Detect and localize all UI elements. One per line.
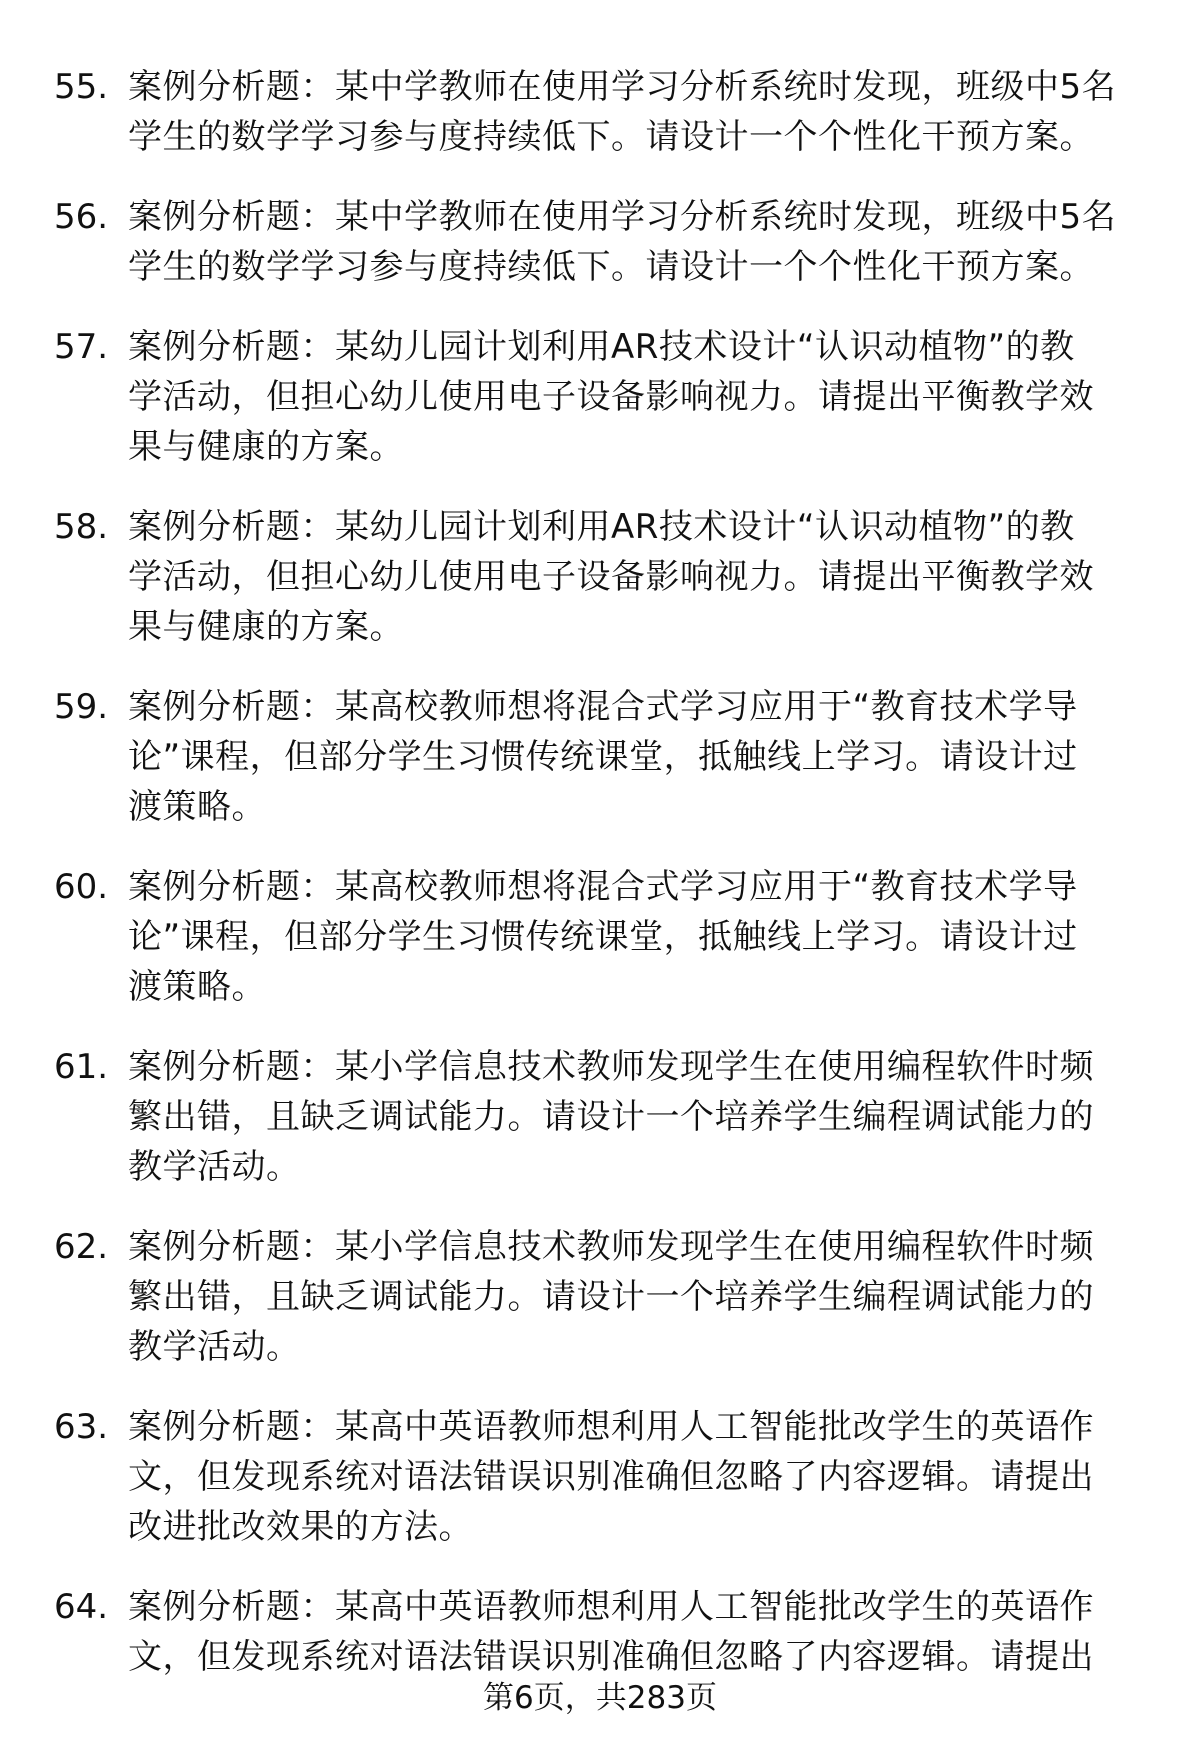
question-text-line: 文，但发现系统对语法错误识别准确但忽略了内容逻辑。请提出: [128, 1637, 1094, 1677]
question-text: [128, 62, 1168, 162]
question-number: 61.: [54, 1047, 109, 1087]
question-text-line: 案例分析题：某高校教师想将混合式学习应用于“教育技术学导: [128, 687, 1078, 727]
question-item: [0, 502, 1200, 652]
question-text-line: 学生的数学学习参与度持续低下。请设计一个个性化干预方案。: [128, 247, 1094, 287]
question-text-line: 教学活动。: [128, 1147, 301, 1187]
question-number: 64.: [54, 1587, 109, 1627]
question-item: [0, 322, 1200, 472]
question-text-line: 学活动，但担心幼儿使用电子设备影响视力。请提出平衡教学效: [128, 557, 1094, 597]
question-item: [0, 862, 1200, 1012]
question-text-line: 改进批改效果的方法。: [128, 1507, 473, 1547]
question-item: [0, 1582, 1200, 1682]
question-text-line: 论”课程，但部分学生习惯传统课堂，抵触线上学习。请设计过: [128, 917, 1078, 957]
question-item: [0, 682, 1200, 832]
question-item: [0, 1042, 1200, 1192]
question-text-line: 案例分析题：某小学信息技术教师发现学生在使用编程软件时频: [128, 1227, 1094, 1267]
question-text-line: 渡策略。: [128, 967, 266, 1007]
page-footer: 第6页，共283页: [483, 1680, 717, 1716]
question-text-line: 案例分析题：某高中英语教师想利用人工智能批改学生的英语作: [128, 1587, 1094, 1627]
question-text-line: 教学活动。: [128, 1327, 301, 1367]
question-text-line: 果与健康的方案。: [128, 607, 404, 647]
question-item: [0, 1402, 1200, 1552]
question-text-line: 学生的数学学习参与度持续低下。请设计一个个性化干预方案。: [128, 117, 1094, 157]
question-text: [128, 192, 1168, 292]
question-text: [128, 682, 1168, 832]
question-number: 62.: [54, 1227, 109, 1267]
question-text-line: 案例分析题：某高校教师想将混合式学习应用于“教育技术学导: [128, 867, 1078, 907]
question-text-line: 案例分析题：某小学信息技术教师发现学生在使用编程软件时频: [128, 1047, 1094, 1087]
question-text-line: 繁出错，且缺乏调试能力。请设计一个培养学生编程调试能力的: [128, 1097, 1094, 1137]
question-text: [128, 1222, 1168, 1372]
question-text-line: 学活动，但担心幼儿使用电子设备影响视力。请提出平衡教学效: [128, 377, 1094, 417]
question-text-line: 案例分析题：某中学教师在使用学习分析系统时发现，班级中5名: [128, 67, 1117, 107]
question-number: 56.: [54, 197, 109, 237]
question-list: [0, 62, 1200, 1712]
question-number: 60.: [54, 867, 109, 907]
question-text-line: 案例分析题：某中学教师在使用学习分析系统时发现，班级中5名: [128, 197, 1117, 237]
question-number: 59.: [54, 687, 109, 727]
question-text-line: 论”课程，但部分学生习惯传统课堂，抵触线上学习。请设计过: [128, 737, 1078, 777]
question-text: [128, 322, 1168, 472]
question-item: [0, 192, 1200, 292]
question-item: [0, 62, 1200, 162]
question-text: [128, 1042, 1168, 1192]
question-text: [128, 1402, 1168, 1552]
question-text-line: 案例分析题：某幼儿园计划利用AR技术设计“认识动植物”的教: [128, 327, 1075, 367]
question-number: 55.: [54, 67, 109, 107]
question-text-line: 繁出错，且缺乏调试能力。请设计一个培养学生编程调试能力的: [128, 1277, 1094, 1317]
question-text-line: 案例分析题：某高中英语教师想利用人工智能批改学生的英语作: [128, 1407, 1094, 1447]
question-text: [128, 1582, 1168, 1682]
question-item: [0, 1222, 1200, 1372]
question-text: [128, 502, 1168, 652]
question-text-line: 案例分析题：某幼儿园计划利用AR技术设计“认识动植物”的教: [128, 507, 1075, 547]
question-number: 58.: [54, 507, 109, 547]
question-text-line: 果与健康的方案。: [128, 427, 404, 467]
question-text-line: 文，但发现系统对语法错误识别准确但忽略了内容逻辑。请提出: [128, 1457, 1094, 1497]
question-number: 63.: [54, 1407, 109, 1447]
question-text-line: 渡策略。: [128, 787, 266, 827]
question-text: [128, 862, 1168, 1012]
question-number: 57.: [54, 327, 109, 367]
